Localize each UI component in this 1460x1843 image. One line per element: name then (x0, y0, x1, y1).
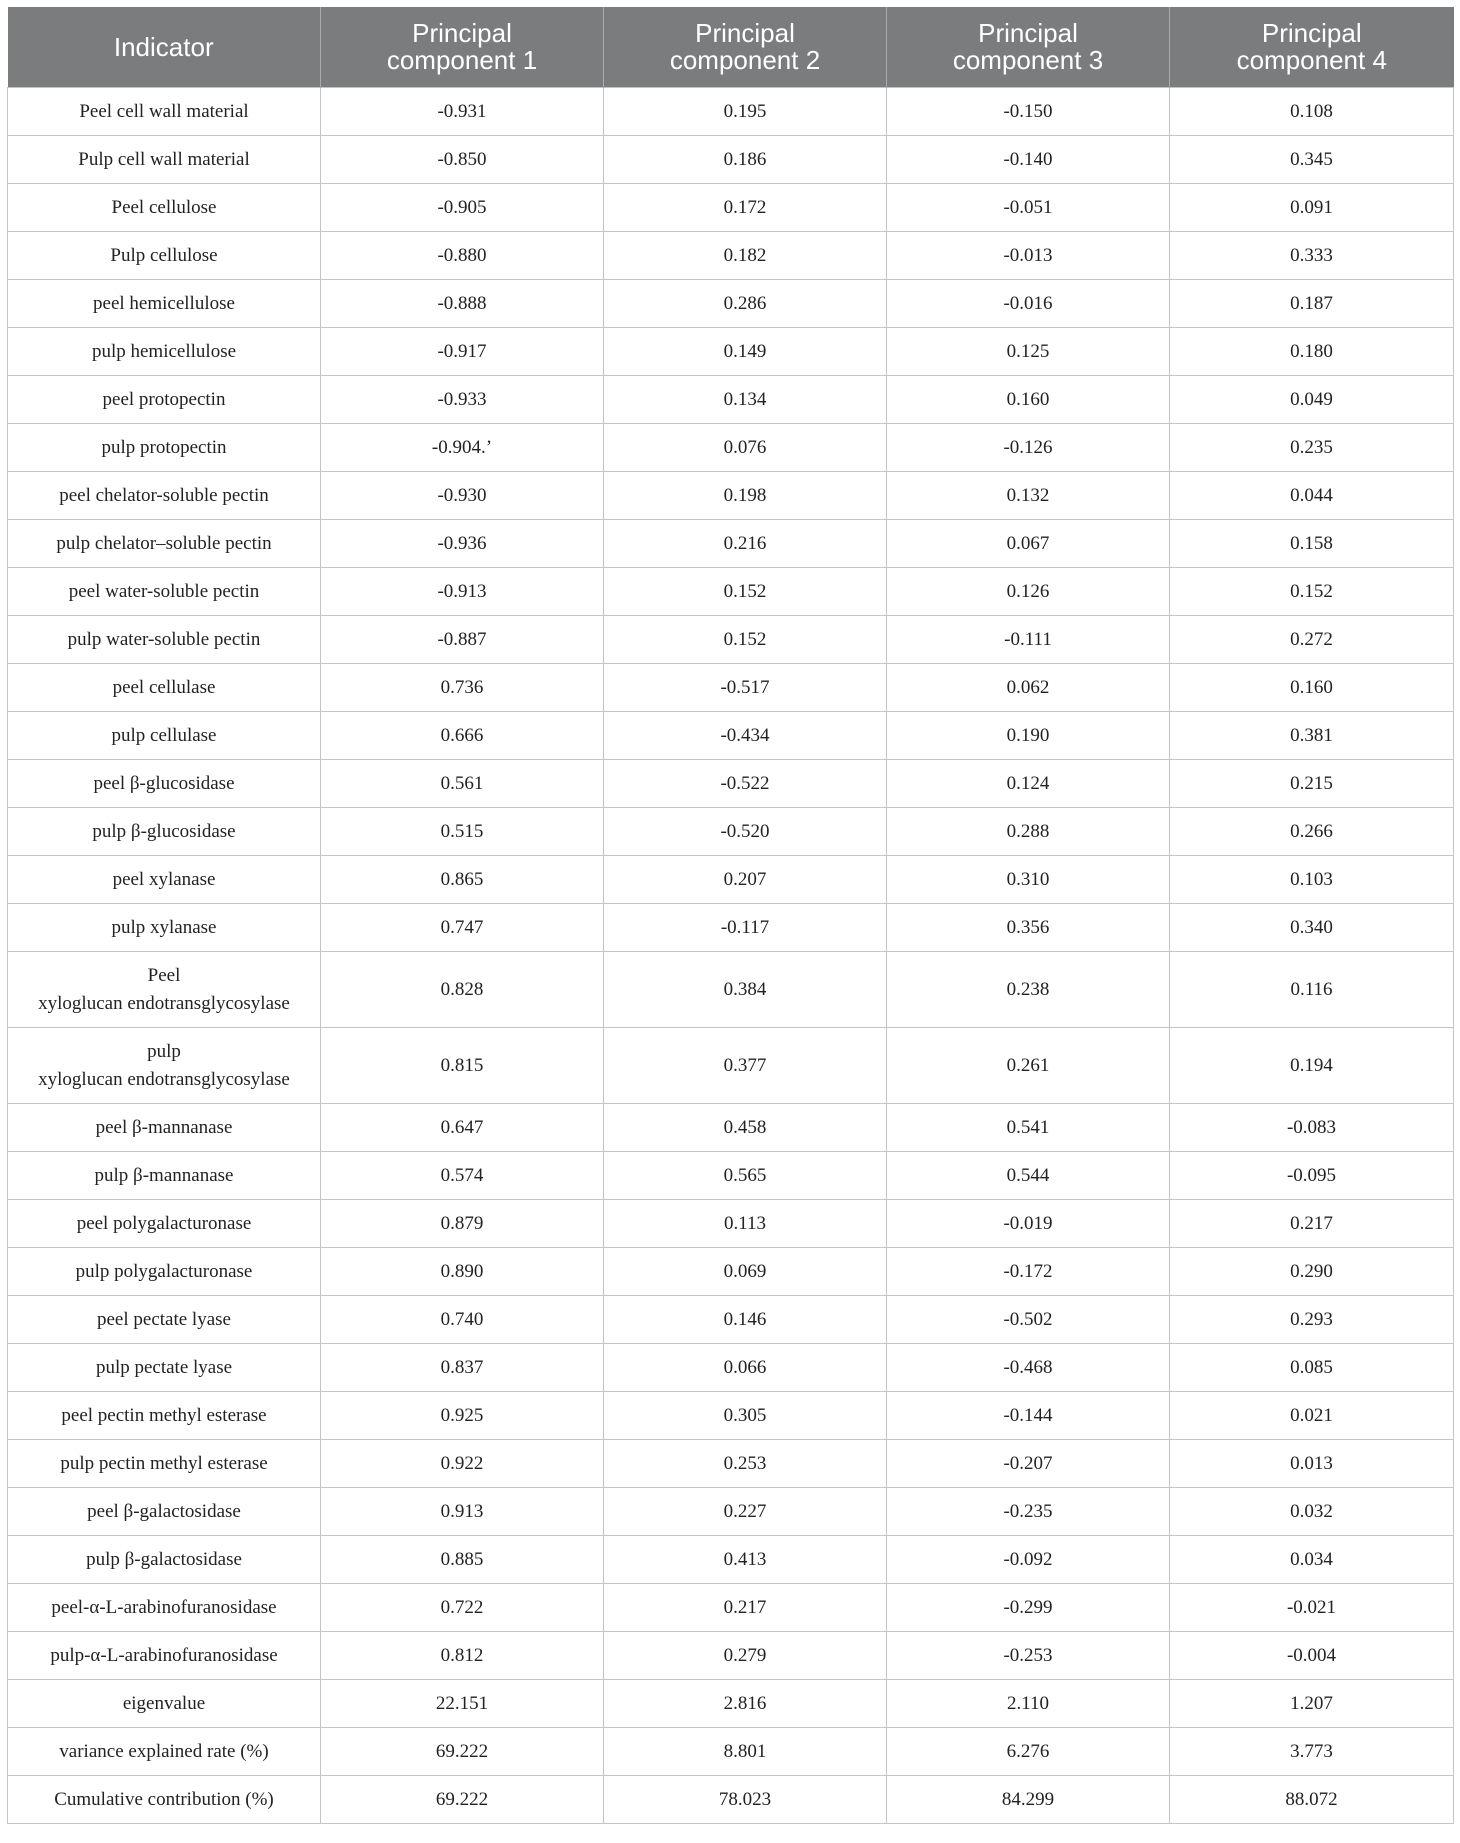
table-row (8, 1584, 1454, 1632)
pc2-cell: 0.286 (604, 280, 887, 328)
pc3-cell: -0.150 (887, 88, 1170, 136)
pc1-cell: -0.930 (321, 472, 604, 520)
pc4-cell: 0.340 (1170, 904, 1454, 952)
table-row (8, 1392, 1454, 1440)
indicator-cell: peel β-glucosidase (8, 760, 321, 808)
indicator-cell: Pulp cell wall material (8, 136, 321, 184)
pc4-cell: 0.116 (1170, 952, 1454, 1028)
pc2-cell: 0.152 (604, 616, 887, 664)
pc4-cell: 0.194 (1170, 1028, 1454, 1104)
pc2-cell: 0.152 (604, 568, 887, 616)
table-row (8, 88, 1454, 136)
pc1-cell: 22.151 (321, 1680, 604, 1728)
pc4-cell: 3.773 (1170, 1728, 1454, 1776)
pc2-cell: 0.279 (604, 1632, 887, 1680)
pc4-cell: 0.032 (1170, 1488, 1454, 1536)
pc1-cell: -0.880 (321, 232, 604, 280)
pc2-cell: 78.023 (604, 1776, 887, 1824)
pc4-cell: 0.091 (1170, 184, 1454, 232)
pc1-cell: 0.666 (321, 712, 604, 760)
pc4-cell: 0.049 (1170, 376, 1454, 424)
pc4-cell: 1.207 (1170, 1680, 1454, 1728)
indicator-cell: peel β-mannanase (8, 1104, 321, 1152)
pc1-cell: 0.722 (321, 1584, 604, 1632)
indicator-cell: peel water-soluble pectin (8, 568, 321, 616)
pc3-cell: -0.468 (887, 1344, 1170, 1392)
pc2-cell: 0.227 (604, 1488, 887, 1536)
pc4-cell: 0.021 (1170, 1392, 1454, 1440)
pc1-cell: 0.747 (321, 904, 604, 952)
table-header (8, 7, 1454, 88)
pc3-cell: 0.067 (887, 520, 1170, 568)
pc1-cell: 0.740 (321, 1296, 604, 1344)
pc3-cell: -0.126 (887, 424, 1170, 472)
table-row (8, 712, 1454, 760)
pc2-cell: 0.217 (604, 1584, 887, 1632)
table-row (8, 184, 1454, 232)
pc2-cell: 0.146 (604, 1296, 887, 1344)
pc2-cell: 0.113 (604, 1200, 887, 1248)
pc3-cell: -0.013 (887, 232, 1170, 280)
table-row (8, 1728, 1454, 1776)
pc4-cell: 0.290 (1170, 1248, 1454, 1296)
pc1-cell: -0.936 (321, 520, 604, 568)
table-row (8, 664, 1454, 712)
table-row (8, 1104, 1454, 1152)
pc1-cell: 0.815 (321, 1028, 604, 1104)
pc2-cell: -0.117 (604, 904, 887, 952)
indicator-cell: variance explained rate (%) (8, 1728, 321, 1776)
pc3-cell: 0.356 (887, 904, 1170, 952)
pc3-cell: -0.144 (887, 1392, 1170, 1440)
pc3-cell: 2.110 (887, 1680, 1170, 1728)
table-row (8, 1344, 1454, 1392)
pc1-cell: 0.922 (321, 1440, 604, 1488)
pc4-cell: 0.044 (1170, 472, 1454, 520)
pc2-cell: -0.520 (604, 808, 887, 856)
table-row (8, 856, 1454, 904)
pc2-cell: 0.195 (604, 88, 887, 136)
pc1-cell: 0.885 (321, 1536, 604, 1584)
pc1-cell: 0.837 (321, 1344, 604, 1392)
pc4-cell: 0.235 (1170, 424, 1454, 472)
table-row (8, 1440, 1454, 1488)
pc2-cell: 8.801 (604, 1728, 887, 1776)
pc4-cell: 0.103 (1170, 856, 1454, 904)
table-row (8, 952, 1454, 1028)
pc3-cell: 0.126 (887, 568, 1170, 616)
table-row (8, 376, 1454, 424)
indicator-cell: peel-α-L-arabinofuranosidase (8, 1584, 321, 1632)
table-row (8, 1776, 1454, 1824)
pc1-cell: -0.913 (321, 568, 604, 616)
header-row (8, 7, 1454, 88)
pc3-cell: 0.541 (887, 1104, 1170, 1152)
indicator-cell: peel xylanase (8, 856, 321, 904)
pc2-cell: 0.413 (604, 1536, 887, 1584)
indicator-cell: pulp xyloglucan endotransglycosylase (8, 1028, 321, 1104)
pc1-cell: 0.879 (321, 1200, 604, 1248)
pc2-cell: 0.198 (604, 472, 887, 520)
pc3-cell: -0.019 (887, 1200, 1170, 1248)
pc3-cell: 0.310 (887, 856, 1170, 904)
pc3-cell: 0.544 (887, 1152, 1170, 1200)
indicator-cell: pulp cellulase (8, 712, 321, 760)
indicator-cell: Pulp cellulose (8, 232, 321, 280)
table-row (8, 1248, 1454, 1296)
pc3-cell: -0.111 (887, 616, 1170, 664)
pc2-cell: -0.522 (604, 760, 887, 808)
indicator-cell: pulp chelator–soluble pectin (8, 520, 321, 568)
indicator-cell: pulp β-mannanase (8, 1152, 321, 1200)
pc3-cell: 0.062 (887, 664, 1170, 712)
table-row (8, 1028, 1454, 1104)
indicator-cell: Peel cellulose (8, 184, 321, 232)
pc3-cell: 0.288 (887, 808, 1170, 856)
table-row (8, 568, 1454, 616)
indicator-cell: peel hemicellulose (8, 280, 321, 328)
pc3-cell: -0.207 (887, 1440, 1170, 1488)
pc1-cell: 69.222 (321, 1776, 604, 1824)
pc3-cell: 0.125 (887, 328, 1170, 376)
table-row (8, 520, 1454, 568)
pc2-cell: 0.182 (604, 232, 887, 280)
pc4-cell: 0.034 (1170, 1536, 1454, 1584)
pc1-cell: 0.913 (321, 1488, 604, 1536)
indicator-cell: pulp β-galactosidase (8, 1536, 321, 1584)
table-row (8, 1536, 1454, 1584)
pc1-cell: -0.850 (321, 136, 604, 184)
pc1-cell: -0.887 (321, 616, 604, 664)
pc4-cell: 0.381 (1170, 712, 1454, 760)
pc3-cell: 0.238 (887, 952, 1170, 1028)
indicator-cell: peel chelator-soluble pectin (8, 472, 321, 520)
pc4-cell: 0.085 (1170, 1344, 1454, 1392)
pc3-cell: 6.276 (887, 1728, 1170, 1776)
pc4-cell: 0.272 (1170, 616, 1454, 664)
pc1-cell: 0.812 (321, 1632, 604, 1680)
pc1-cell: 69.222 (321, 1728, 604, 1776)
indicator-cell: pulp β-glucosidase (8, 808, 321, 856)
pc3-cell: -0.253 (887, 1632, 1170, 1680)
pc3-cell: -0.172 (887, 1248, 1170, 1296)
indicator-cell: Peel xyloglucan endotransglycosylase (8, 952, 321, 1028)
table-row (8, 472, 1454, 520)
pc4-cell: 0.180 (1170, 328, 1454, 376)
pc4-cell: -0.083 (1170, 1104, 1454, 1152)
indicator-cell: pulp polygalacturonase (8, 1248, 321, 1296)
pc1-cell: 0.736 (321, 664, 604, 712)
table-row (8, 1152, 1454, 1200)
table-row (8, 424, 1454, 472)
pc4-cell: 0.160 (1170, 664, 1454, 712)
pc2-cell: 0.377 (604, 1028, 887, 1104)
pc2-cell: 0.186 (604, 136, 887, 184)
pc4-cell: 0.215 (1170, 760, 1454, 808)
pc3-cell: -0.299 (887, 1584, 1170, 1632)
indicator-cell: pulp xylanase (8, 904, 321, 952)
indicator-cell: Cumulative contribution (%) (8, 1776, 321, 1824)
pc3-cell: -0.502 (887, 1296, 1170, 1344)
pc2-cell: 0.384 (604, 952, 887, 1028)
pc4-cell: 0.108 (1170, 88, 1454, 136)
pc3-cell: 0.261 (887, 1028, 1170, 1104)
pc3-cell: -0.016 (887, 280, 1170, 328)
indicator-cell: peel protopectin (8, 376, 321, 424)
pc3-cell: -0.092 (887, 1536, 1170, 1584)
pc4-cell: 0.158 (1170, 520, 1454, 568)
pc1-cell: 0.515 (321, 808, 604, 856)
pc1-cell: -0.888 (321, 280, 604, 328)
table-container (7, 7, 1453, 1824)
header-pc2: Principal component 2 (604, 7, 887, 88)
indicator-cell: peel pectate lyase (8, 1296, 321, 1344)
pc1-cell: 0.574 (321, 1152, 604, 1200)
indicator-cell: peel polygalacturonase (8, 1200, 321, 1248)
indicator-cell: peel pectin methyl esterase (8, 1392, 321, 1440)
pc2-cell: 0.149 (604, 328, 887, 376)
indicator-cell: pulp pectate lyase (8, 1344, 321, 1392)
pc1-cell: 0.561 (321, 760, 604, 808)
pc1-cell: 0.647 (321, 1104, 604, 1152)
pc2-cell: 0.172 (604, 184, 887, 232)
pc4-cell: -0.021 (1170, 1584, 1454, 1632)
pc2-cell: 0.305 (604, 1392, 887, 1440)
table-row (8, 136, 1454, 184)
pc1-cell: -0.904.’ (321, 424, 604, 472)
pc1-cell: 0.890 (321, 1248, 604, 1296)
table-row (8, 904, 1454, 952)
pc2-cell: 0.066 (604, 1344, 887, 1392)
pc2-cell: 0.134 (604, 376, 887, 424)
pc4-cell: 0.345 (1170, 136, 1454, 184)
table-body (8, 88, 1454, 1824)
pc3-cell: 0.190 (887, 712, 1170, 760)
pc3-cell: -0.140 (887, 136, 1170, 184)
table-row (8, 328, 1454, 376)
pc4-cell: 0.013 (1170, 1440, 1454, 1488)
pc1-cell: -0.917 (321, 328, 604, 376)
indicator-cell: pulp hemicellulose (8, 328, 321, 376)
header-pc4: Principal component 4 (1170, 7, 1454, 88)
pc2-cell: 0.216 (604, 520, 887, 568)
pc4-cell: 0.217 (1170, 1200, 1454, 1248)
pc3-cell: 0.132 (887, 472, 1170, 520)
pc2-cell: 0.069 (604, 1248, 887, 1296)
table-row (8, 1632, 1454, 1680)
pc1-cell: 0.925 (321, 1392, 604, 1440)
pc1-cell: -0.905 (321, 184, 604, 232)
indicator-cell: pulp pectin methyl esterase (8, 1440, 321, 1488)
pc3-cell: -0.051 (887, 184, 1170, 232)
indicator-cell: eigenvalue (8, 1680, 321, 1728)
table-row (8, 1680, 1454, 1728)
indicator-cell: pulp water-soluble pectin (8, 616, 321, 664)
pc1-cell: 0.865 (321, 856, 604, 904)
table-row (8, 1296, 1454, 1344)
pc4-cell: 0.187 (1170, 280, 1454, 328)
table-row (8, 280, 1454, 328)
pc4-cell: 0.293 (1170, 1296, 1454, 1344)
indicator-cell: peel cellulase (8, 664, 321, 712)
pc4-cell: 0.266 (1170, 808, 1454, 856)
pc3-cell: 0.124 (887, 760, 1170, 808)
pc3-cell: 0.160 (887, 376, 1170, 424)
header-indicator: Indicator (8, 7, 321, 88)
indicator-cell: Peel cell wall material (8, 88, 321, 136)
pc2-cell: -0.434 (604, 712, 887, 760)
pca-loadings-table (7, 7, 1454, 1824)
header-pc1: Principal component 1 (321, 7, 604, 88)
pc1-cell: 0.828 (321, 952, 604, 1028)
pc1-cell: -0.933 (321, 376, 604, 424)
pc2-cell: 0.253 (604, 1440, 887, 1488)
pc4-cell: 0.152 (1170, 568, 1454, 616)
indicator-cell: peel β-galactosidase (8, 1488, 321, 1536)
pc4-cell: -0.095 (1170, 1152, 1454, 1200)
table-row (8, 1488, 1454, 1536)
pc3-cell: 84.299 (887, 1776, 1170, 1824)
pc2-cell: 0.076 (604, 424, 887, 472)
table-row (8, 808, 1454, 856)
pc2-cell: 2.816 (604, 1680, 887, 1728)
pc2-cell: 0.458 (604, 1104, 887, 1152)
pc1-cell: -0.931 (321, 88, 604, 136)
indicator-cell: pulp-α-L-arabinofuranosidase (8, 1632, 321, 1680)
pc4-cell: -0.004 (1170, 1632, 1454, 1680)
table-row (8, 232, 1454, 280)
header-pc3: Principal component 3 (887, 7, 1170, 88)
pc2-cell: -0.517 (604, 664, 887, 712)
pc3-cell: -0.235 (887, 1488, 1170, 1536)
pc2-cell: 0.207 (604, 856, 887, 904)
pc4-cell: 88.072 (1170, 1776, 1454, 1824)
table-row (8, 616, 1454, 664)
indicator-cell: pulp protopectin (8, 424, 321, 472)
pc2-cell: 0.565 (604, 1152, 887, 1200)
pc4-cell: 0.333 (1170, 232, 1454, 280)
table-row (8, 1200, 1454, 1248)
table-row (8, 760, 1454, 808)
